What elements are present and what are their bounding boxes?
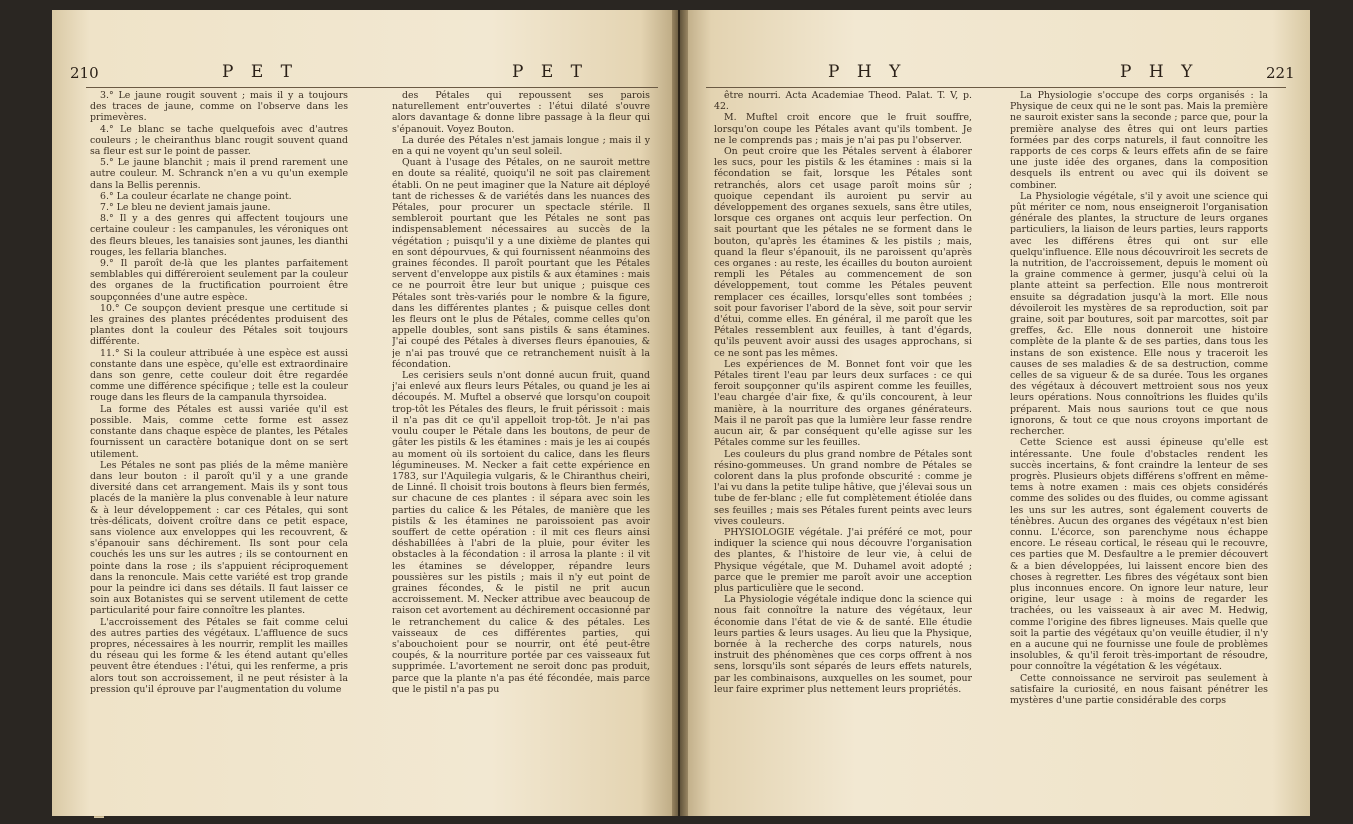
left-page-number: 210	[70, 64, 99, 82]
paragraph: 4.° Le blanc se tache quelquefois avec d'autres couleurs ; le cheiranthus blanc rougit souvent quand sa fleur est sur le point de passer.	[90, 123, 348, 158]
paragraph: 9.° Il paroît de-là que les plantes parfaitement semblables qui différeroient seulement par la couleur des organes de la fructification pourroient être soupçonnées d'une autre espèce.	[90, 258, 348, 303]
paragraph: PHYSIOLOGIE végétale. J'ai préféré ce mot, pour indiquer la science qui nous découvre l'organisation des plantes, & l'histoire de leur vie, à celui de Physique végétale, que M. Duhamel avoit adopté ; parce que le premier me paroît avoir une acception plus particulière que le second.	[714, 526, 972, 594]
paragraph: des Pétales qui repoussent ses parois naturellement entr'ouvertes : l'étui dilaté s'ouvre alors davantage & donne libre passage à la fleur qui s'épanouit. Voyez Bouton.	[392, 90, 650, 135]
left-page-column-2	[392, 90, 650, 790]
paragraph: L'accroissement des Pétales se fait comme celui des autres parties des végétaux. L'affluence de sucs propres, nécessaires à les nourrir, remplit les mailles du réseau qui les forme & les étend autant qu'elles peuvent être étendues : l'étui, qui les renferme, a pris alors tout son accroissement, il ne peut résister à la pression qu'il éprouve par l'augmentation du volume	[90, 616, 348, 695]
paragraph: 7.° Le bleu ne devient jamais jaune.	[100, 202, 271, 214]
paragraph: 6.° La couleur écarlate ne change point.	[100, 190, 292, 202]
paragraph: La Physiologie végétale, s'il y avoit une science qui pût mériter ce nom, nous enseigneroit l'organisation générale des plantes, la structure de leurs organes particuliers, la liaison de leurs parties, leurs rapports avec les différens êtres qui ont sur elle quelqu'influence. Elle nous découvriroit les secrets de la nutrition, de l'accroissement, depuis le moment où la graine commence à germer, jusqu'à celui où la plante atteint sa perfection. Elle nous montreroit ensuite sa dégradation jusqu'à la mort. Elle nous dévoileroit les mystères de sa reproduction, soit par graine, soit par boutures, soit par marcottes, soit par greffes, &c. Elle nous donneroit une histoire complète de la plante & de ses parties, dans tous les instans de son existence. Elle nous y traceroit les causes de ses maladies & de sa destruction, comme celles de sa vigueur & de sa durée. Tous les organes des végétaux à découvert mettroient sous nos yeux leurs opérations. Nous connoîtrions les fluides qu'ils préparent. Mais nous saurions tout ce que nous ignorons, & tout ce que nous croyons important de rechercher.	[1010, 190, 1268, 438]
paragraph: On peut croire que les Pétales servent à élaborer les sucs, pour les pistils & les étamines : mais si la fécondation se fait, lorsque les Pétales sont retranchés, alors cet usage paroît moins sûr ; quoique cependant ils auroient pu servir au développement des organes sexuels, sans être utiles, lorsque ces organes ont acquis leur perfection. On sait pourtant que les pétales ne se forment dans le bouton, qu'après les étamines & les pistils ; mais, quand la fleur s'épanouit, ils ne paroissent qu'après ces organes : au reste, les écailles du bouton auroient rempli les Pétales au commencement de son développement, tout comme les Pétales peuvent remplacer ces écailles, lorsqu'elles sont tombées ; soit pour favoriser l'abord de la sève, soit pour servir d'étui, comme elles. En général, il me paroît que les Pétales ressemblent aux feuilles, à tant d'égards, qu'ils peuvent avoir aussi des usages approchans, si ce ne sont pas les mêmes.	[714, 146, 972, 359]
paragraph: Les cerisiers seuls n'ont donné aucun fruit, quand j'ai enlevé aux fleurs leurs Pétales, ou quand je les ai découpés. M. Muftel a observé que lorsqu'on coupoit trop-tôt les Pétales des fleurs, le fruit périssoit : mais il n'a pas dit ce qu'il appelloit trop-tôt. Je n'ai pas voulu couper le Pétale dans les boutons, de peur de gâter les pistils & les étamines : mais je les ai coupés au moment où ils sortoient du calice, dans les fleurs légumineuses. M. Necker a fait cette expérience en 1783, sur l'Aquilegia vulgaris, & le Chiranthus cheiri, de Linné. Il choisit trois boutons à fleurs bien fermés, sur chacune de ces plantes : il sépara avec soin les parties du calice & les Pétales, de manière que les pistils & les étamines ne paroissoient pas avoir souffert de cette opération : il mit ces fleurs ainsi déshabillées à l'abri de la pluie, pour éviter les obstacles à la fécondation : il arrosa la plante : il vit les étamines se développer, répandre leurs poussières sur les pistils ; mais il n'y eut point de graines fécondes, & le pistil ne prit aucun accroissement. M. Necker attribue avec beaucoup de raison cet avortement au déchirement occasionné par le retranchement du calice & des pétales. Les vaisseaux de ces différentes parties, qui s'abouchoient pour se nourrir, ont été peut-être coupés, & la nourriture portée par ces vaisseaux fut supprimée. L'avortement ne seroit donc pas produit, parce que la plante n'a pas été fécondée, mais parce que le pistil n'a pas pu	[392, 370, 650, 695]
right-page-number: 221	[1266, 64, 1295, 82]
paragraph: 5.° Le jaune blanchit ; mais il prend rarement une autre couleur. M. Schranck n'en a vu qu'un exemple dans la Bellis perennis.	[90, 157, 348, 191]
paragraph: La Physiologie s'occupe des corps organisés : la Physique de ceux qui ne le sont pas. Mais la première ne sauroit exister sans la seconde ; parce que, pour la première analyse des êtres qui ont leurs parties formées par des corps naturels, il faut connoître les rapports de ces corps & leurs effets afin de se faire une juste idée des organes, dans la composition desquels ils entrent ou avec qui ils doivent se combiner.	[1010, 90, 1268, 191]
paragraph: Les Pétales ne sont pas pliés de la même manière dans leur bouton : il paroît qu'il y a une grande diversité dans cet arrangement. Mais ils y sont tous placés de la manière la plus convenable à leur nature & à leur développement : car ces Pétales, qui sont très-délicats, doivent croître dans ce petit espace, sans violence aux enveloppes qui les recouvrent, & s'épanouir sans déchirement. Ils sont pour cela couchés les uns sur les autres ; ils se contournent en pointe dans la rose ; ils s'appuient réciproquement dans la renoncule. Mais cette variété est trop grande pour la peindre ici dans ses détails. Il faut laisser ce soin aux Botanistes qui se servent utilement de cette particularité pour faire connoître les plantes.	[90, 459, 348, 617]
left-page-column-1	[90, 90, 348, 790]
right-header-rule	[706, 87, 1286, 88]
right-header-col2: P H Y	[1120, 62, 1199, 82]
paragraph: Quant à l'usage des Pétales, on ne sauroit mettre en doute sa réalité, quoiqu'il ne soit pas clairement établi. On ne peut imaginer que la Nature ait déployé tant de richesses & de variétés dans les nuances des Pétales, pour procurer un spectacle stérile. Il sembleroit pourtant que les Pétales ne sont pas indispensablement nécessaires au succès de la végétation ; puisqu'il y a une dixième de plantes qui en sont dépourvues, & qui fournissent néanmoins des graines fécondes. Il paroît pourtant que les Pétales servent d'enveloppe aux pistils & aux étamines : mais ce ne pourroit être leur but unique ; puisque ces Pétales sont très-variés pour le nombre & la figure, dans les différentes plantes ; & puisque celles dont les fleurs ont le plus de Pétales, comme celles qu'on appelle doubles, sont sans pistils & sans étamines. J'ai coupé des Pétales à diverses fleurs épanouies, & je n'ai pas trouvé que ce retranchement nuisît à la fécondation.	[392, 157, 650, 370]
paragraph: Les couleurs du plus grand nombre de Pétales sont résino-gommeuses. Un grand nombre de Pétales se colorent dans la plus profonde obscurité : comme je l'ai vu dans la petite tulipe hâtive, que j'élevai sous un tube de fer-blanc ; elle fut complètement étiolée dans ses feuilles ; mais ses Pétales furent peints avec leurs vives couleurs.	[714, 448, 972, 527]
paragraph: être nourri. Acta Academiae Theod. Palat. T. V, p. 42.	[714, 90, 972, 113]
left-header-rule	[86, 87, 658, 88]
paragraph: M. Muftel croit encore que le fruit souffre, lorsqu'on coupe les Pétales avant qu'ils tombent. Je ne le comprends pas ; mais je n'ai pas pu l'observer.	[714, 112, 972, 146]
paragraph: 8.° Il y a des genres qui affectent toujours une certaine couleur : les campanules, les véroniques ont des fleurs bleues, les tanaisies sont jaunes, les dianthi rouges, les fellaria blanches.	[90, 213, 348, 258]
left-page	[52, 10, 678, 816]
paragraph: Cette connoissance ne serviroit pas seulement à satisfaire la curiosité, en nous faisant pénétrer les mystères d'une partie considérable des corps	[1010, 672, 1268, 706]
paragraph: 10.° Ce soupçon devient presque une certitude si les graines des plantes précédentes produisent des plantes dont la couleur des Pétales soit toujours différente.	[90, 302, 348, 348]
paragraph: 11.° Si la couleur attribuée à une espèce est aussi constante dans une espèce, qu'elle est extraordinaire dans son genre, cette couleur doit être regardée comme une différence spécifique ; telle est la couleur rouge dans les fleurs de la campanula thyrsoidea.	[90, 347, 348, 404]
paragraph: La durée des Pétales n'est jamais longue ; mais il y en a qui ne voyent qu'un seul soleil.	[392, 134, 650, 158]
paragraph: La forme des Pétales est aussi variée qu'il est possible. Mais, comme cette forme est assez constante dans chaque espèce de plantes, les Pétales fournissent un caractère botanique dont on se sert utilement.	[90, 403, 348, 460]
paragraph: Les expériences de M. Bonnet font voir que les Pétales tirent l'eau par leurs deux surfaces : ce qui feroit soupçonner qu'ils aspirent comme les feuilles, l'eau chargée d'air fixe, & qu'ils concourent, à leur manière, à la nourriture des organes générateurs. Mais il ne paroît pas que la lumière leur fasse rendre aucun air, & par conséquent qu'elle agisse sur les Pétales comme sur les feuilles.	[714, 358, 972, 449]
right-page-column-1	[714, 90, 972, 790]
right-page-column-2	[1010, 90, 1268, 790]
paragraph: 3.° Le jaune rougit souvent ; mais il y a toujours des traces de jaune, comme on l'observe dans les primevères.	[90, 90, 348, 124]
right-header-col1: P H Y	[828, 62, 907, 82]
paragraph: La Physiologie végétale indique donc la science qui nous fait connoître la nature des végétaux, leur économie dans l'état de vie & de santé. Elle étudie leurs parties & leurs usages. Au lieu que la Physique, bornée à la recherche des corps naturels, nous instruit des phénomènes que ces corps offrent à nos sens, lorsqu'ils sont séparés de leurs effets naturels, par les combinaisons, auxquelles on les soumet, pour leur faire exprimer plus nettement leurs propriétés.	[714, 594, 972, 695]
left-header-col1: P E T	[222, 62, 298, 82]
paragraph: Cette Science est aussi épineuse qu'elle est intéressante. Une foule d'obstacles rendent les succès incertains, & font craindre la lenteur de ses progrès. Plusieurs objets différens s'offrent en même-tems à notre examen : mais ces objets considérés comme des solides ou des fluides, ou comme agissant les uns sur les autres, sont également couverts de ténèbres. Aucun des organes des végétaux n'est bien connu. L'écorce, son parenchyme nous échappe encore. Le réseau cortical, le réseau qui le recouvre, ces parties que M. Desfaultre a le premier découvert & a bien développées, lui laissent encore bien des choses à regretter. Les fibres des végétaux sont bien plus inconnues encore. On ignore leur nature, leur origine, leur usage : à moins de regarder les trachées, ou les vaisseaux à air avec M. Hedwig, comme l'origine des fibres ligneuses. Mais quelle que soit la partie des végétaux qu'on veuille étudier, il n'y en a aucune qui ne fournisse une foule de problèmes insolubles, & qu'il feroit très-important de résoudre, pour connoître la végétation & les végétaux.	[1010, 437, 1268, 673]
left-header-col2: P E T	[512, 62, 588, 82]
open-book	[52, 10, 1310, 816]
book-gutter	[672, 10, 688, 816]
right-page	[680, 10, 1310, 816]
